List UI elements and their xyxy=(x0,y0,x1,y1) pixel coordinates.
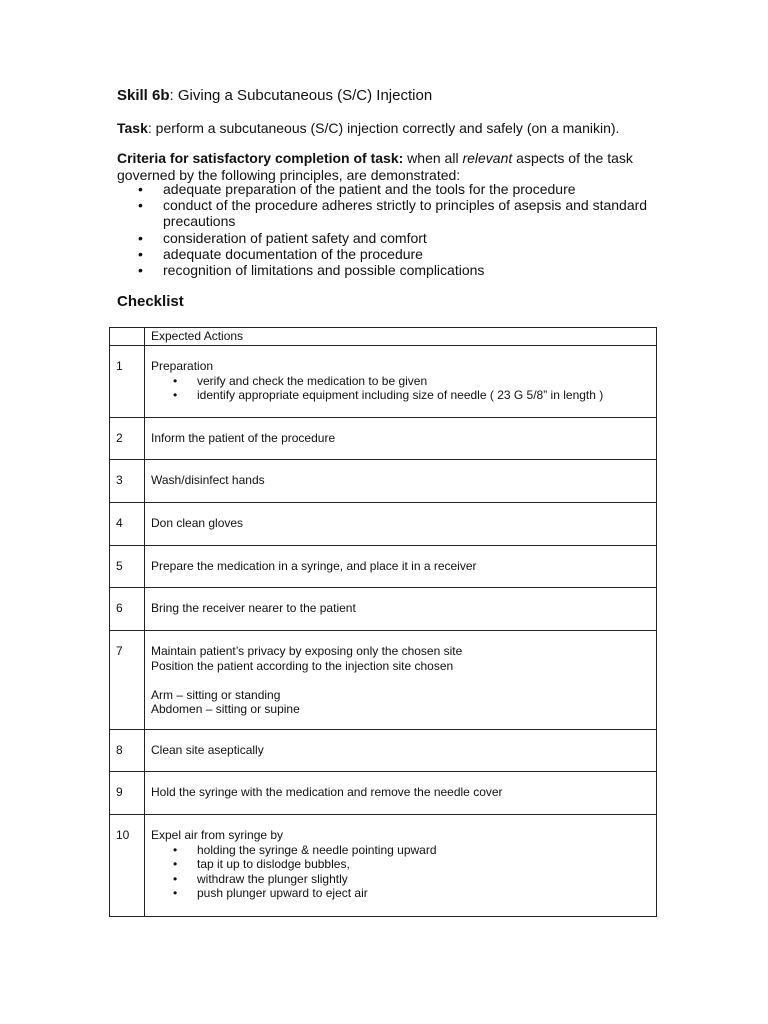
row-bullet-list xyxy=(151,374,650,403)
criteria-item xyxy=(117,246,657,262)
table-row xyxy=(110,631,657,730)
table-row xyxy=(110,346,657,418)
row-action: Hold the syringe with the medication and remove the needle cover xyxy=(145,772,657,815)
table-header-row xyxy=(110,328,657,346)
row-line: Preparation xyxy=(151,359,214,373)
criteria-paragraph xyxy=(117,150,677,183)
bullet-icon: • xyxy=(173,842,178,857)
table-row xyxy=(110,815,657,917)
criteria-item-text: conduct of the procedure adheres strictly to principles of asepsis and standard precautions xyxy=(163,197,648,230)
row-spacer xyxy=(151,673,650,688)
criteria-list xyxy=(117,181,657,278)
row-number: 1 xyxy=(110,346,145,418)
row-action: Inform the patient of the procedure xyxy=(145,418,657,460)
criteria-item-text: consideration of patient safety and comfort xyxy=(163,229,427,246)
criteria-label: Criteria for satisfactory completion of task: xyxy=(117,150,404,166)
table-row xyxy=(110,503,657,546)
row-line: Maintain patient’s privacy by exposing only the chosen site xyxy=(151,644,463,658)
row-action xyxy=(145,815,657,917)
criteria-item xyxy=(117,230,657,246)
checklist-heading: Checklist xyxy=(117,293,184,310)
row-bullet-item xyxy=(151,374,650,389)
table-row xyxy=(110,730,657,772)
row-line: Arm – sitting or standing xyxy=(151,687,281,702)
bullet-icon: • xyxy=(173,388,178,403)
row-bullet-text: withdraw the plunger slightly xyxy=(197,871,348,886)
table-row xyxy=(110,460,657,503)
row-action xyxy=(145,346,657,418)
row-bullet-text: holding the syringe & needle pointing upward xyxy=(197,842,437,857)
table-row xyxy=(110,772,657,815)
bullet-icon: • xyxy=(173,373,178,388)
row-bullet-text: verify and check the medication to be given xyxy=(197,373,428,388)
row-action: Prepare the medication in a syringe, and place it in a receiver xyxy=(145,546,657,588)
row-number: 8 xyxy=(110,730,145,772)
row-line: Abdomen – sitting or supine xyxy=(151,702,300,717)
row-number: 7 xyxy=(110,631,145,730)
row-number: 4 xyxy=(110,503,145,546)
bullet-icon: • xyxy=(173,857,178,872)
criteria-item-text: adequate documentation of the procedure xyxy=(163,245,423,262)
row-line: Expel air from syringe by xyxy=(151,828,284,842)
bullet-icon: • xyxy=(173,886,178,901)
criteria-item-text: adequate preparation of the patient and the tools for the procedure xyxy=(163,181,576,197)
criteria-text-before: when all xyxy=(403,150,463,166)
row-number: 10 xyxy=(110,815,145,917)
row-bullet-item xyxy=(151,388,650,403)
bullet-icon: • xyxy=(138,197,143,214)
criteria-item xyxy=(117,197,657,229)
criteria-text-after: aspects of the task governed by the following principles, are demonstrated: xyxy=(117,150,633,183)
row-action xyxy=(145,631,657,730)
task-statement xyxy=(117,119,619,138)
bullet-icon: • xyxy=(138,229,143,246)
bullet-icon: • xyxy=(138,181,143,197)
row-bullet-text: push plunger upward to eject air xyxy=(197,886,368,901)
skill-label: Skill 6b xyxy=(117,87,170,104)
row-bullet-item xyxy=(151,857,650,872)
criteria-italic-word: relevant xyxy=(462,150,513,166)
row-number: 9 xyxy=(110,772,145,815)
row-line: Position the patient according to the injection site chosen xyxy=(151,658,454,673)
criteria-item xyxy=(117,262,657,278)
row-bullet-item xyxy=(151,886,650,901)
bullet-icon: • xyxy=(138,245,143,262)
skill-title-text: : Giving a Subcutaneous (S/C) Injection xyxy=(169,87,433,104)
row-bullet-text: tap it up to dislodge bubbles, xyxy=(197,857,350,872)
checklist-table xyxy=(109,327,657,917)
criteria-item-text: recognition of limitations and possible complications xyxy=(163,262,485,279)
number-header-cell xyxy=(110,328,145,346)
table-row xyxy=(110,546,657,588)
expected-actions-header: Expected Actions xyxy=(145,328,657,346)
row-number: 3 xyxy=(110,460,145,503)
row-action: Clean site aseptically xyxy=(145,730,657,772)
bullet-icon: • xyxy=(138,262,143,279)
table-row xyxy=(110,418,657,460)
row-action: Bring the receiver nearer to the patient xyxy=(145,588,657,631)
skill-title xyxy=(117,86,432,106)
bullet-icon: • xyxy=(173,871,178,886)
row-action: Don clean gloves xyxy=(145,503,657,546)
table-row xyxy=(110,588,657,631)
row-bullet-item xyxy=(151,872,650,887)
row-action: Wash/disinfect hands xyxy=(145,460,657,503)
row-bullet-item xyxy=(151,843,650,858)
row-bullet-list xyxy=(151,843,650,901)
task-text: : perform a subcutaneous (S/C) injection correctly and safely (on a manikin). xyxy=(147,120,620,136)
task-label: Task xyxy=(117,120,148,136)
row-bullet-text: identify appropriate equipment including size of needle ( 23 G 5/8” in length ) xyxy=(197,388,604,403)
row-number: 2 xyxy=(110,418,145,460)
criteria-item xyxy=(117,181,657,197)
row-number: 5 xyxy=(110,546,145,588)
row-number: 6 xyxy=(110,588,145,631)
